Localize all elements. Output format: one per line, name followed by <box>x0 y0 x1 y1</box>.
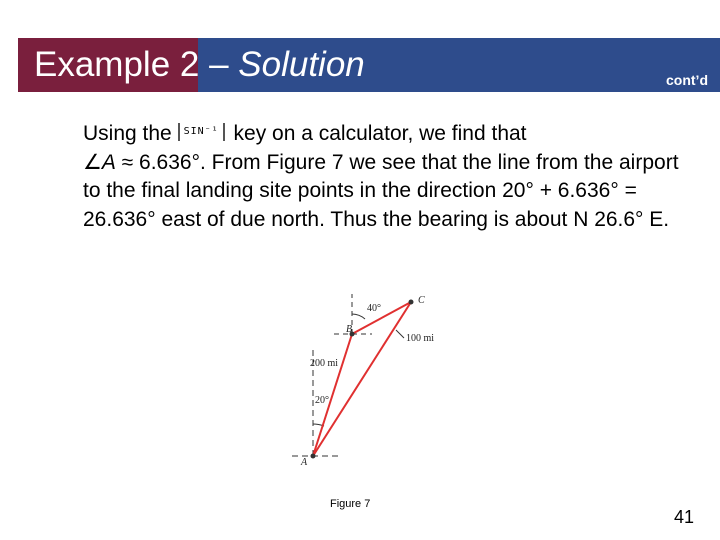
slide-title-italic: Solution <box>238 45 365 84</box>
page-number: 41 <box>674 507 695 527</box>
angle-symbol: ∠ <box>83 150 102 174</box>
paragraph-part-3: ≈ 6.636°. From Figure 7 we see that the line from the airport to the final landing site points in the direction 20° + 6.636° = 26.636° east of due north. Thus the bearing is about N 26.6° E. <box>83 150 679 231</box>
segment-a-c <box>313 302 411 456</box>
solution-paragraph <box>83 120 693 234</box>
label-100mi: 100 mi <box>406 333 435 344</box>
continued-label: cont’d <box>666 72 708 88</box>
paragraph-part-2: key on a calculator, we find that <box>233 122 527 145</box>
point-c <box>409 300 414 305</box>
sin-inverse-key: SIN⁻¹ <box>178 123 225 141</box>
angle-arc-40 <box>352 314 365 319</box>
slide-title-main: Example 2 – <box>34 45 239 84</box>
label-c: C <box>418 295 425 306</box>
paragraph-part-1: Using the <box>83 122 172 145</box>
label-angle-40: 40° <box>367 303 381 314</box>
point-a <box>311 454 316 459</box>
segment-b-c <box>352 302 411 334</box>
label-a: A <box>301 457 308 468</box>
variable-a: A <box>101 150 116 174</box>
label-angle-20: 20° <box>315 395 329 406</box>
label-200mi: 200 mi <box>310 358 339 369</box>
figure-7-diagram <box>288 286 448 476</box>
slide-title <box>34 44 365 86</box>
label-b: B <box>346 324 353 335</box>
figure-caption: Figure 7 <box>330 498 371 510</box>
pointer-100mi <box>396 330 404 338</box>
